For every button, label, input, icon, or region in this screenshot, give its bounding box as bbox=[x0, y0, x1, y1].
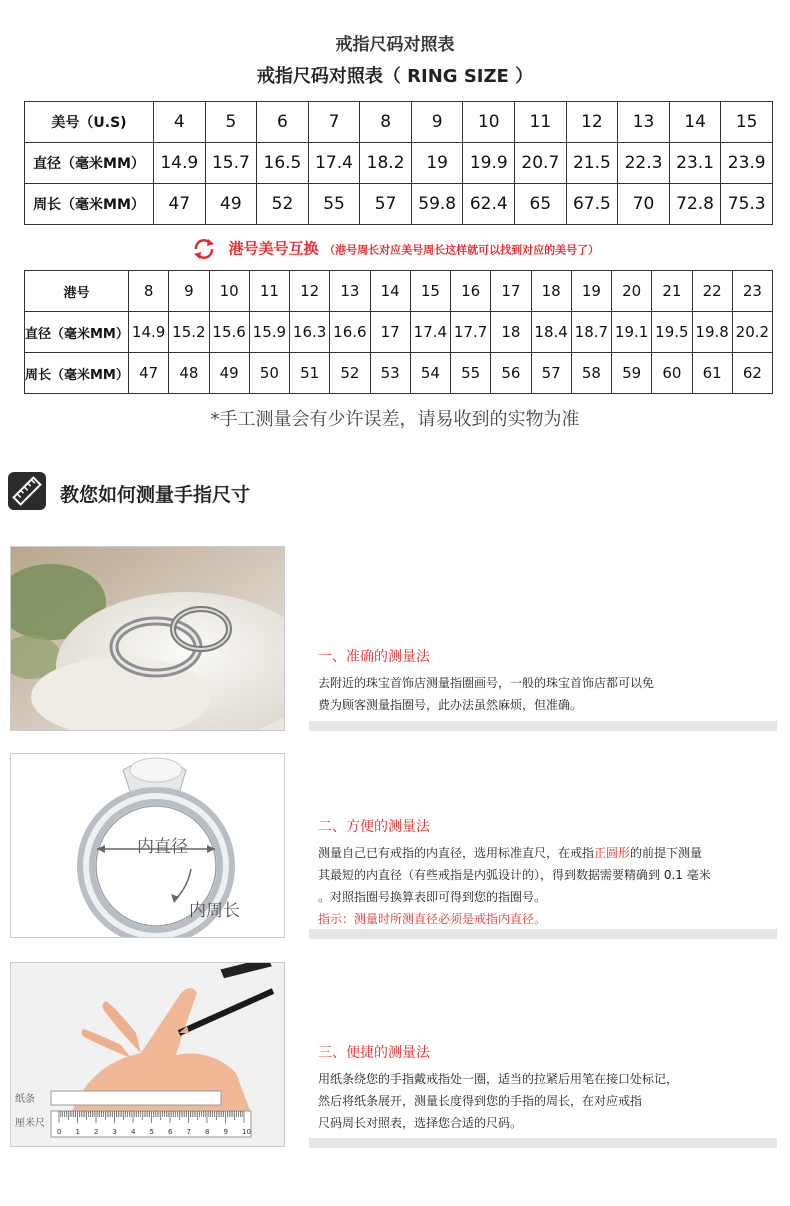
hk-size-cell-diameter: 19.5 bbox=[652, 312, 692, 353]
us-size-cell-diameter: 22.3 bbox=[618, 143, 670, 184]
us-size-cell-circumference: 49 bbox=[205, 184, 257, 225]
us-size-cell-circumference: 52 bbox=[257, 184, 309, 225]
hk-size-cell-diameter: 15.6 bbox=[209, 312, 249, 353]
us-size-cell-size: 7 bbox=[308, 102, 360, 143]
us-size-cell-size: 6 bbox=[257, 102, 309, 143]
us-size-cell-size: 11 bbox=[515, 102, 567, 143]
section-title: 教您如何测量手指尺寸 bbox=[60, 484, 251, 506]
us-size-cell-size: 5 bbox=[205, 102, 257, 143]
us-size-cell-diameter: 19.9 bbox=[463, 143, 515, 184]
method-2-emphasis: 正圆形 bbox=[594, 846, 631, 860]
swap-arrows-icon bbox=[191, 236, 217, 262]
us-size-cell-size: 13 bbox=[618, 102, 670, 143]
inner-diameter-label: 内直径 bbox=[137, 837, 188, 857]
hk-size-cell-diameter: 17.7 bbox=[451, 312, 491, 353]
us-size-cell-circumference: 55 bbox=[308, 184, 360, 225]
method-1-line-2: 费为顾客测量指圈号，此办法虽然麻烦，但准确。 bbox=[318, 698, 583, 712]
hk-size-cell-diameter: 18.7 bbox=[571, 312, 611, 353]
hk-size-row-label: 周长（毫米MM） bbox=[25, 353, 129, 394]
method-3-heading: 三、便捷的测量法 bbox=[318, 1045, 430, 1061]
ring-diagram bbox=[10, 753, 285, 938]
us-size-cell-diameter: 21.5 bbox=[566, 143, 618, 184]
ruler-tick-label: 10 bbox=[242, 1128, 251, 1136]
hk-size-cell-circumference: 54 bbox=[410, 353, 450, 394]
hk-size-cell-size: 13 bbox=[330, 271, 370, 312]
ruler-tick-label: 7 bbox=[186, 1128, 191, 1136]
hk-size-cell-circumference: 47 bbox=[129, 353, 169, 394]
us-size-cell-size: 15 bbox=[721, 102, 773, 143]
us-size-cell-size: 14 bbox=[669, 102, 721, 143]
us-size-cell-circumference: 47 bbox=[154, 184, 206, 225]
hk-size-table bbox=[24, 270, 773, 394]
ruler-tick-label: 9 bbox=[223, 1128, 228, 1136]
us-size-cell-diameter: 18.2 bbox=[360, 143, 412, 184]
method-1 bbox=[318, 648, 778, 716]
inner-circumference-label: 内周长 bbox=[189, 901, 240, 921]
ruler-tick-label: 1 bbox=[75, 1128, 80, 1136]
method-3-line-2: 然后将纸条展开，测量长度得到您的手指的周长，在对应戒指 bbox=[318, 1094, 643, 1108]
ruler-tick-label: 5 bbox=[149, 1128, 154, 1136]
hk-size-cell-circumference: 58 bbox=[571, 353, 611, 394]
hk-size-row-circumference bbox=[25, 353, 773, 394]
hk-size-cell-diameter: 15.2 bbox=[169, 312, 209, 353]
us-size-cell-circumference: 65 bbox=[515, 184, 567, 225]
hk-size-cell-diameter: 19.1 bbox=[612, 312, 652, 353]
us-size-row-circumference bbox=[25, 184, 773, 225]
hk-size-cell-diameter: 18 bbox=[491, 312, 531, 353]
hk-size-cell-diameter: 15.9 bbox=[249, 312, 289, 353]
us-size-row-diameter bbox=[25, 143, 773, 184]
hk-size-cell-circumference: 49 bbox=[209, 353, 249, 394]
us-size-cell-diameter: 20.7 bbox=[515, 143, 567, 184]
hk-size-cell-size: 8 bbox=[129, 271, 169, 312]
hk-size-cell-size: 14 bbox=[370, 271, 410, 312]
ruler-tick-label: 0 bbox=[57, 1128, 62, 1136]
us-size-row-size bbox=[25, 102, 773, 143]
hk-size-cell-size: 15 bbox=[410, 271, 450, 312]
ruler-icon bbox=[8, 472, 46, 510]
hk-size-cell-circumference: 56 bbox=[491, 353, 531, 394]
hk-size-cell-size: 12 bbox=[290, 271, 330, 312]
hk-size-cell-diameter: 19.8 bbox=[692, 312, 732, 353]
method-1-line-1: 去附近的珠宝首饰店测量指圈画号，一般的珠宝首饰店都可以免 bbox=[318, 676, 655, 690]
us-size-cell-size: 12 bbox=[566, 102, 618, 143]
method-2-line-3: 。对照指圈号换算表即可得到您的指圈号。 bbox=[318, 890, 547, 904]
hand-ruler-photo bbox=[10, 962, 285, 1147]
us-size-cell-circumference: 72.8 bbox=[669, 184, 721, 225]
divider-bar bbox=[309, 721, 777, 731]
hk-size-cell-diameter: 16.6 bbox=[330, 312, 370, 353]
hk-size-cell-circumference: 55 bbox=[451, 353, 491, 394]
divider-bar bbox=[309, 929, 777, 939]
size-swap-note bbox=[0, 236, 790, 262]
us-size-cell-diameter: 16.5 bbox=[257, 143, 309, 184]
page-title-ring-size: 戒指尺码对照表（ RING SIZE ） bbox=[256, 66, 534, 87]
us-size-cell-diameter: 15.7 bbox=[205, 143, 257, 184]
ruler-tick-label: 8 bbox=[205, 1128, 210, 1136]
us-size-row-label: 周长（毫米MM） bbox=[25, 184, 154, 225]
us-size-cell-diameter: 19 bbox=[411, 143, 463, 184]
hk-size-cell-circumference: 59 bbox=[612, 353, 652, 394]
hk-size-cell-circumference: 52 bbox=[330, 353, 370, 394]
method-3-line-1: 用纸条绕您的手指戴戒指处一圈，适当的拉紧后用笔在接口处标记， bbox=[318, 1072, 679, 1086]
ruler-tick-label: 4 bbox=[131, 1128, 136, 1136]
us-size-cell-circumference: 57 bbox=[360, 184, 412, 225]
hk-size-cell-circumference: 48 bbox=[169, 353, 209, 394]
hk-size-row-size bbox=[25, 271, 773, 312]
hk-size-row-label: 直径（毫米MM） bbox=[25, 312, 129, 353]
swap-subtitle: （港号周长对应美号周长这样就可以找到对应的美号了） bbox=[324, 243, 600, 257]
us-size-cell-circumference: 62.4 bbox=[463, 184, 515, 225]
method-1-heading: 一、准确的测量法 bbox=[318, 649, 430, 665]
hk-size-cell-size: 19 bbox=[571, 271, 611, 312]
hk-size-cell-circumference: 57 bbox=[531, 353, 571, 394]
measurement-note: *手工测量会有少许误差，请易收到的实物为准 bbox=[210, 409, 580, 430]
hk-size-cell-circumference: 51 bbox=[290, 353, 330, 394]
us-size-table bbox=[24, 101, 773, 225]
ruler-tick-label: 2 bbox=[94, 1128, 99, 1136]
us-size-cell-size: 10 bbox=[463, 102, 515, 143]
method-2-heading: 二、方便的测量法 bbox=[318, 819, 430, 835]
us-size-cell-circumference: 67.5 bbox=[566, 184, 618, 225]
hk-size-row-label: 港号 bbox=[25, 271, 129, 312]
swap-title: 港号美号互换 bbox=[228, 239, 319, 258]
hk-size-cell-size: 17 bbox=[491, 271, 531, 312]
us-size-cell-size: 9 bbox=[411, 102, 463, 143]
hk-size-cell-size: 23 bbox=[732, 271, 772, 312]
hk-size-cell-diameter: 16.3 bbox=[290, 312, 330, 353]
hk-size-cell-size: 16 bbox=[451, 271, 491, 312]
ruler-tick-label: 3 bbox=[112, 1128, 117, 1136]
hk-size-cell-size: 10 bbox=[209, 271, 249, 312]
hk-size-cell-diameter: 18.4 bbox=[531, 312, 571, 353]
page-title-cn: 戒指尺码对照表 bbox=[335, 35, 455, 55]
method-2-line-2: 其最短的内直径（有些戒指是内弧设计的），得到数据需要精确到 0.1 毫米 bbox=[318, 868, 711, 882]
hk-size-cell-size: 11 bbox=[249, 271, 289, 312]
rings-photo bbox=[10, 546, 285, 731]
us-size-cell-size: 8 bbox=[360, 102, 412, 143]
hk-size-cell-size: 9 bbox=[169, 271, 209, 312]
us-size-row-label: 直径（毫米MM） bbox=[25, 143, 154, 184]
hk-size-cell-size: 22 bbox=[692, 271, 732, 312]
hk-size-cell-circumference: 60 bbox=[652, 353, 692, 394]
hk-size-row-diameter bbox=[25, 312, 773, 353]
us-size-cell-diameter: 23.1 bbox=[669, 143, 721, 184]
paper-strip-label: 纸条 bbox=[15, 1094, 35, 1105]
hk-size-cell-circumference: 61 bbox=[692, 353, 732, 394]
us-size-row-label: 美号（U.S) bbox=[25, 102, 154, 143]
hk-size-cell-diameter: 17 bbox=[370, 312, 410, 353]
ruler-label: 厘米尺 bbox=[15, 1118, 45, 1129]
method-3 bbox=[318, 1044, 778, 1134]
ruler-tick-label: 6 bbox=[168, 1128, 173, 1136]
us-size-cell-size: 4 bbox=[154, 102, 206, 143]
us-size-cell-diameter: 17.4 bbox=[308, 143, 360, 184]
hk-size-cell-circumference: 62 bbox=[732, 353, 772, 394]
us-size-cell-circumference: 59.8 bbox=[411, 184, 463, 225]
us-size-cell-diameter: 23.9 bbox=[721, 143, 773, 184]
divider-bar bbox=[309, 1138, 777, 1148]
hk-size-cell-diameter: 14.9 bbox=[129, 312, 169, 353]
hk-size-cell-diameter: 20.2 bbox=[732, 312, 772, 353]
hk-size-cell-size: 18 bbox=[531, 271, 571, 312]
hk-size-cell-size: 21 bbox=[652, 271, 692, 312]
us-size-cell-diameter: 14.9 bbox=[154, 143, 206, 184]
us-size-cell-circumference: 70 bbox=[618, 184, 670, 225]
hk-size-cell-circumference: 50 bbox=[249, 353, 289, 394]
hk-size-cell-circumference: 53 bbox=[370, 353, 410, 394]
method-2-line-1: 测量自己已有戒指的内直径，选用标准直尺，在戒指正圆形的前提下测量 bbox=[318, 846, 703, 860]
method-2-tip: 指示：测量时所测直径必须是戒指内直径。 bbox=[318, 912, 547, 926]
hk-size-cell-size: 20 bbox=[612, 271, 652, 312]
method-3-line-3: 尺码周长对照表，选择您合适的尺码。 bbox=[318, 1116, 523, 1130]
method-2 bbox=[318, 818, 778, 930]
us-size-cell-circumference: 75.3 bbox=[721, 184, 773, 225]
hk-size-cell-diameter: 17.4 bbox=[410, 312, 450, 353]
